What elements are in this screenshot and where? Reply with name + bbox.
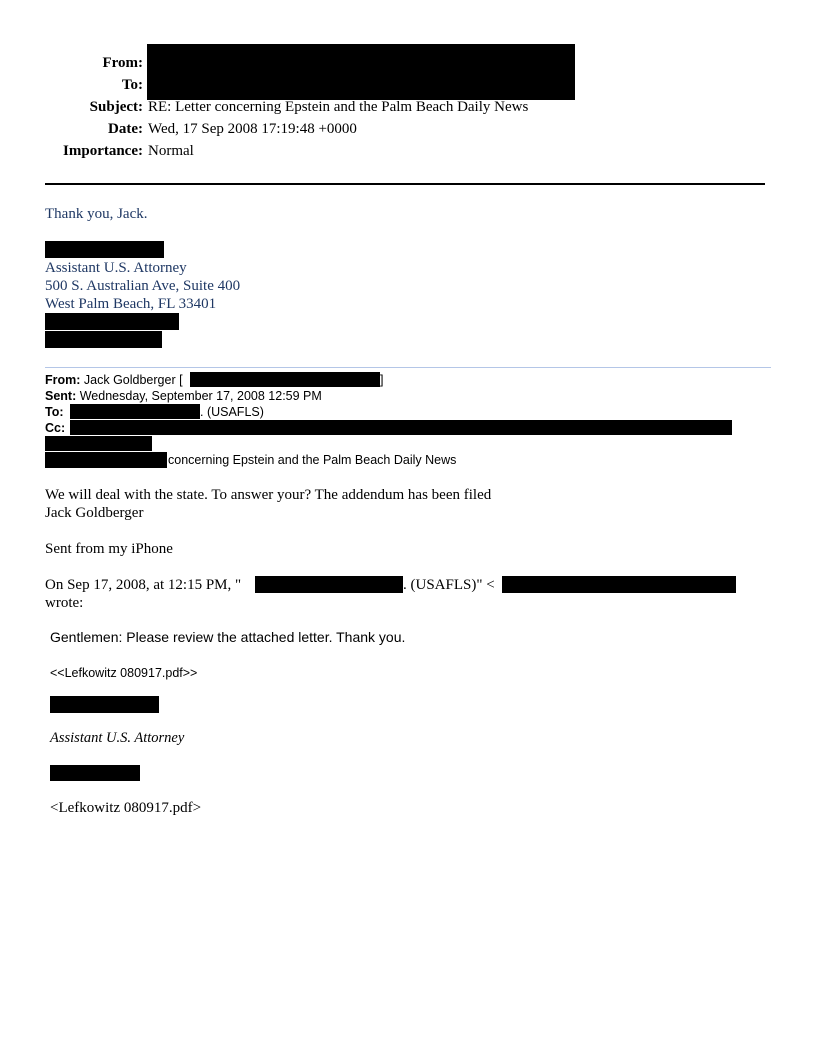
redaction-quoted-phone <box>50 765 140 781</box>
quoted-signature-title: Assistant U.S. Attorney <box>50 730 185 746</box>
from-label: From: <box>102 55 143 71</box>
redaction-subject-start <box>45 452 167 468</box>
importance-value: Normal <box>148 143 194 159</box>
redaction-to-name <box>70 404 200 419</box>
redaction-quote-email <box>502 576 736 593</box>
reply-greeting: Thank you, Jack. <box>45 206 148 222</box>
original-subject-tail: concerning Epstein and the Palm Beach Daily News <box>168 453 457 467</box>
subject-label: Subject: <box>89 99 143 115</box>
original-to-label: To: <box>45 405 64 419</box>
sent-from-iphone: Sent from my iPhone <box>45 541 173 557</box>
original-from-label: From: <box>45 373 81 387</box>
redaction-sender-name <box>45 241 164 258</box>
quote-intro-b: . (USAFLS)" < <box>403 577 495 593</box>
redaction-cc-line1 <box>70 420 732 435</box>
redaction-cc-line2 <box>45 436 152 451</box>
signature-address-line2: West Palm Beach, FL 33401 <box>45 296 217 312</box>
original-cc-line <box>45 420 65 436</box>
to-label: To: <box>121 77 143 93</box>
original-from-line <box>45 372 183 388</box>
redaction-quote-name <box>255 576 403 593</box>
original-sent-value: Wednesday, September 17, 2008 12:59 PM <box>79 389 322 403</box>
original-message-separator <box>45 367 771 368</box>
original-cc-label: Cc: <box>45 421 66 435</box>
original-from-close: ] <box>380 373 384 387</box>
redaction-phone <box>45 313 179 330</box>
subject-value: RE: Letter concerning Epstein and the Palm Beach Daily News <box>148 99 529 115</box>
original-from-name: Jack Goldberger [ <box>83 373 183 387</box>
redaction-fax <box>45 331 162 348</box>
quoted-attachment-inline: <<Lefkowitz 080917.pdf>> <box>50 666 198 680</box>
original-sent-label: Sent: <box>45 389 77 403</box>
original-body-line1: We will deal with the state. To answer your? The addendum has been filed <box>45 487 492 503</box>
quote-intro-c: wrote: <box>45 595 84 611</box>
date-label: Date: <box>108 121 143 137</box>
quoted-message: Gentlemen: Please review the attached letter. Thank you. <box>50 629 406 645</box>
header-divider <box>45 183 765 185</box>
importance-label: Importance: <box>63 143 143 159</box>
date-value: Wed, 17 Sep 2008 17:19:48 +0000 <box>148 121 357 137</box>
signature-address-line1: 500 S. Australian Ave, Suite 400 <box>45 278 241 294</box>
original-body-line2: Jack Goldberger <box>45 505 144 521</box>
original-to-suffix: . (USAFLS) <box>200 405 264 419</box>
attachment-link[interactable]: <Lefkowitz 080917.pdf> <box>50 800 202 816</box>
original-to-line <box>45 404 64 420</box>
redaction-quoted-sender <box>50 696 159 713</box>
redaction-from-email <box>190 372 380 387</box>
quote-intro-a: On Sep 17, 2008, at 12:15 PM, " <box>45 577 242 593</box>
redaction-from-to <box>147 44 575 100</box>
original-sent-line <box>45 388 322 404</box>
signature-title: Assistant U.S. Attorney <box>45 260 187 276</box>
